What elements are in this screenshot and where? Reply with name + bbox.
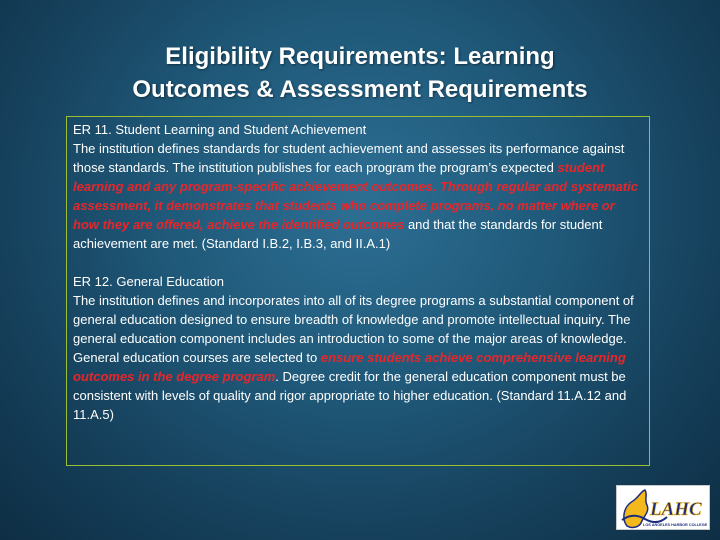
er12-highlight: ensure students achieve comprehensive learning outcomes in the degree program <box>73 350 626 384</box>
logo-wordmark: LAHC <box>650 499 702 520</box>
college-logo <box>616 485 710 530</box>
slide-title <box>60 40 660 106</box>
er11-heading: ER 11. Student Learning and Student Achievement <box>73 122 367 137</box>
section-spacer <box>73 253 643 272</box>
slide-title-line-1: Eligibility Requirements: Learning <box>165 43 555 70</box>
requirements-box <box>66 116 650 466</box>
er12-text-2: . Degree credit for the general education component must be consistent with levels of quality and rigor appropriate to higher education. (Standard 11.A.12 and 11.A.5) <box>73 369 627 422</box>
er11-body <box>73 139 643 253</box>
seahorse-icon <box>624 490 648 527</box>
er12-text-1: The institution defines and incorporates into all of its degree programs a substantial component of general education designed to ensure breadth of knowledge and promote intellectual inquiry. The general education component includes an introduction to some of the major areas of knowledge. General education courses are selected to <box>73 293 634 365</box>
er12-heading: ER 12. General Education <box>73 274 225 289</box>
er11-highlight: student learning and any program-specific achievement outcomes. Through regular and systematic assessment, it demonstrates that students who complete programs, no matter where or how they are offered, achieve the identified outcomes <box>73 160 638 232</box>
er11-text-1: The institution defines standards for student achievement and assesses its performance against those standards. The institution publishes for each program the program’s expected <box>73 141 625 175</box>
logo-subtitle: LOS ANGELES HARBOR COLLEGE <box>643 523 708 527</box>
lahc-logo-graphic <box>617 486 711 531</box>
er12-body <box>73 291 643 424</box>
er11-text-2: and that the standards for student achievement are met. (Standard I.B.2, I.B.3, and II.A.1) <box>73 217 603 251</box>
slide-title-line-2: Outcomes & Assessment Requirements <box>132 76 588 103</box>
